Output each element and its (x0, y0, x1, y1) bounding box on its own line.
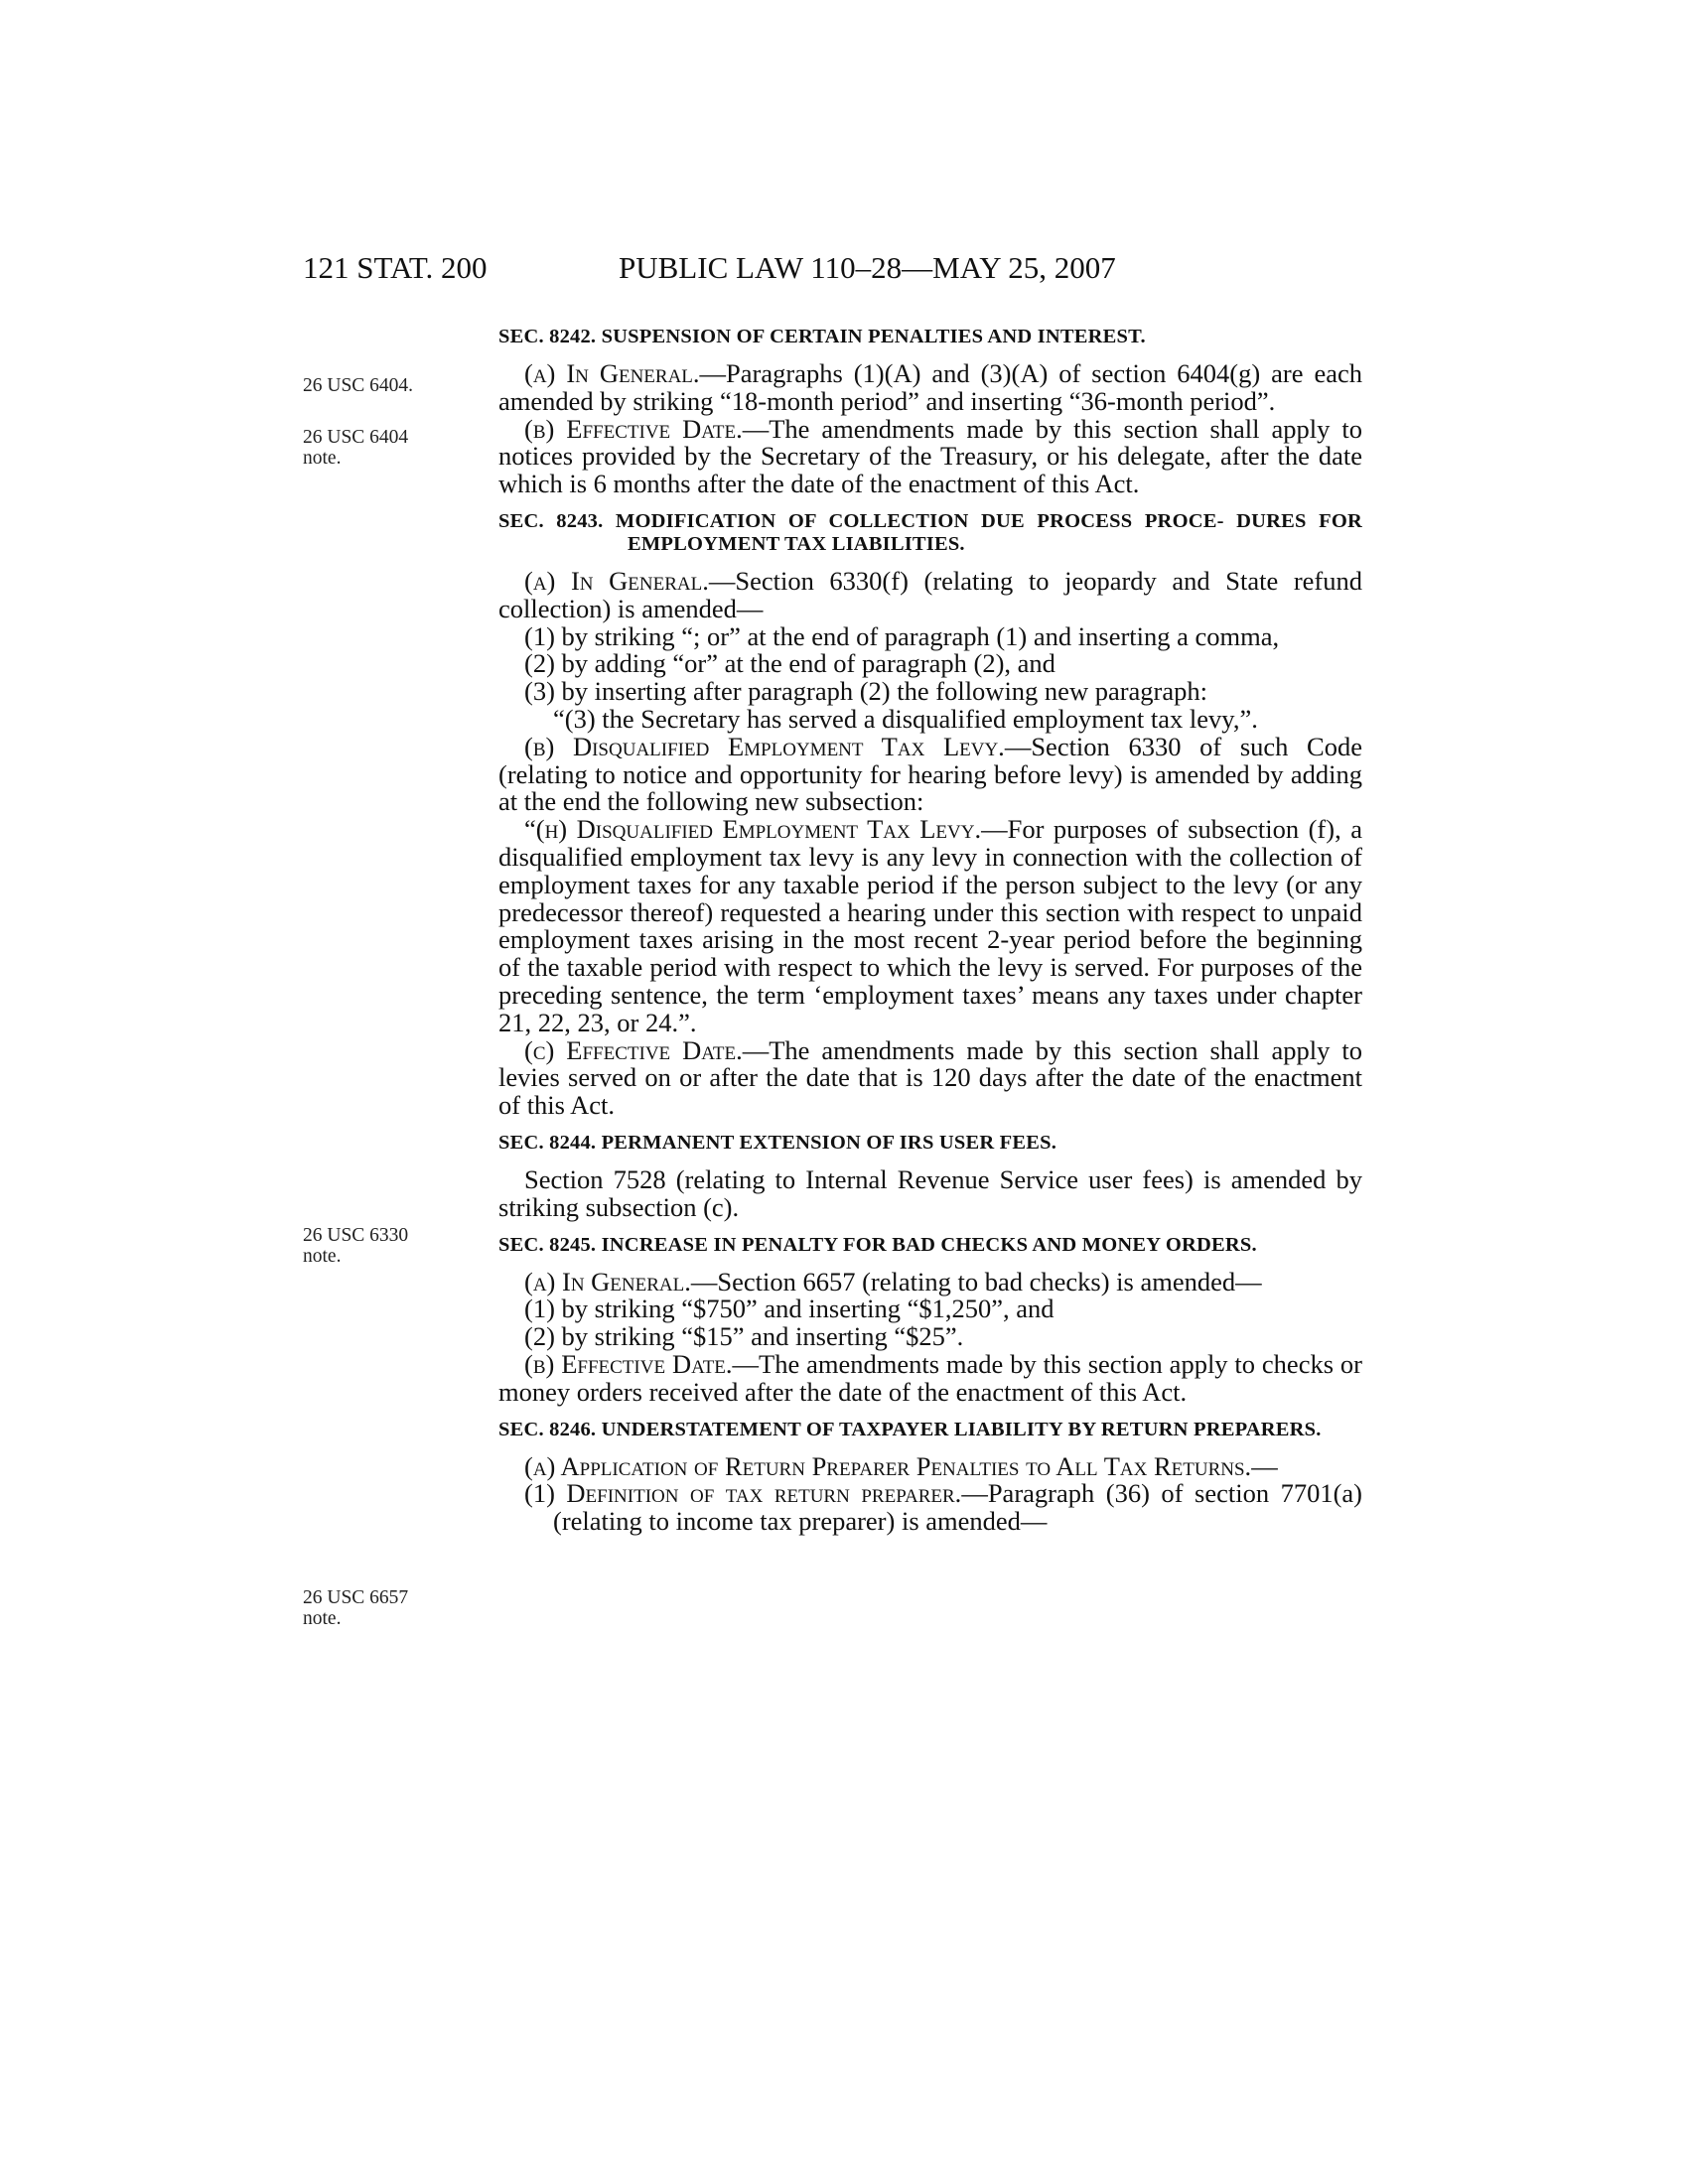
paragraph-label: (a) In General. (524, 565, 709, 596)
clause-8243-a2: (2) by adding “or” at the end of paragraph (2), and (524, 648, 1055, 679)
paragraph-8243-b (498, 731, 1362, 817)
paragraph-label: (b) Effective Date. (524, 413, 743, 444)
margin-note (303, 1587, 472, 1629)
margin-note-line: 26 USC 6404. (303, 375, 414, 396)
paragraph-label: (1) Definition of tax return preparer. (524, 1478, 962, 1509)
paragraph-text: —Paragraphs (1)(A) and (3)(A) of section 6404(g) are each amended by striking “18-month period” and inserting “36-month period”. (498, 358, 1362, 416)
margin-note (303, 1225, 472, 1267)
paragraph-text: — (1251, 1450, 1278, 1481)
paragraph-text: —The amendments made by this section shall apply to levies served on or after the date that is 120 days after the date of the enactment of this Act. (498, 1034, 1362, 1121)
margin-note-line: 26 USC 6657 (303, 1587, 409, 1608)
heading-line: ORDERS. (1165, 1233, 1257, 1256)
paragraph-8243-a (498, 565, 1362, 623)
section-heading-8245 (498, 1234, 1362, 1257)
clause-8243-a1: (1) by striking “; or” at the end of paragraph (1) and inserting a comma, (524, 620, 1280, 651)
margin-note (303, 375, 472, 396)
section-heading-8244: SEC. 8244. PERMANENT EXTENSION OF IRS USER FEES. (498, 1131, 1057, 1154)
margin-note-line: 26 USC 6404 (303, 427, 409, 448)
section-heading-8242: SEC. 8242. SUSPENSION OF CERTAIN PENALTIES AND INTEREST. (498, 326, 1146, 347)
paragraph-8242-a (498, 360, 1362, 416)
paragraph-text: —Section 6657 (relating to bad checks) is amended— (690, 1266, 1262, 1297)
section-heading-8243 (498, 510, 1362, 556)
paragraph-label: (a) Application of Return Preparer Penalties to All Tax Returns. (524, 1450, 1252, 1481)
paragraph-label: (b) Disqualified Employment Tax Levy. (524, 731, 1005, 761)
public-law-title: PUBLIC LAW 110–28—MAY 25, 2007 (619, 250, 1116, 285)
heading-line: SEC. 8246. UNDERSTATEMENT OF TAXPAYER LIABILITY BY RETURN (498, 1418, 1189, 1440)
clause-8245-a1: (1) by striking “$750” and inserting “$1,250”, and (524, 1294, 1055, 1324)
document-body (498, 316, 1362, 1536)
clause-8245-a2: (2) by striking “$15” and inserting “$25”. (524, 1321, 964, 1352)
quoted-subsection-h (498, 816, 1362, 1036)
paragraph-text: —The amendments made by this section shall apply to notices provided by the Secretary of the Treasury, or his delegate, after the date which is 6 months after the date of the enactment of this Act. (498, 413, 1362, 499)
paragraph-8246-a (498, 1450, 1362, 1481)
paragraph-label: (a) In General. (524, 1266, 691, 1297)
quoted-paragraph-8243-a3: “(3) the Secretary has served a disqualified employment tax levy,”. (553, 703, 1258, 734)
paragraph-text: —Section 6330 of such Code (relating to notice and opportunity for hearing before levy) is amended by adding at the end the following new subsection: (498, 731, 1362, 817)
paragraph-label: (c) Effective Date. (524, 1034, 743, 1065)
section-heading-8246 (498, 1419, 1362, 1441)
heading-line: DURES FOR EMPLOYMENT TAX LIABILITIES. (628, 509, 1363, 555)
statute-page-number: 121 STAT. 200 (303, 250, 488, 285)
paragraph-8245-b (498, 1348, 1362, 1407)
paragraph-label: “(h) Disqualified Employment Tax Levy. (524, 814, 982, 845)
paragraph-8244: Section 7528 (relating to Internal Revenue Service user fees) is amended by striking subsection (c). (498, 1163, 1362, 1222)
heading-line: SEC. 8245. INCREASE IN PENALTY FOR BAD CHECKS AND MONEY (498, 1233, 1161, 1256)
heading-line: PREPARERS. (1194, 1418, 1322, 1440)
margin-note-line: note. (303, 1246, 342, 1267)
paragraph-8242-b (498, 413, 1362, 499)
clause-8246-a1 (498, 1480, 1362, 1536)
paragraph-text: —Paragraph (36) of section 7701(a) (relating to income tax preparer) is amended— (553, 1478, 1362, 1537)
paragraph-label: (a) In General. (524, 358, 700, 388)
paragraph-label: (b) Effective Date. (524, 1348, 733, 1379)
paragraph-text: —Section 6330(f) (relating to jeopardy and State refund collection) is amended— (498, 565, 1362, 623)
paragraph-text: —The amendments made by this section apply to checks or money orders received after the date of the enactment of this Act. (498, 1348, 1362, 1407)
margin-note (303, 427, 472, 469)
paragraph-8243-c (498, 1034, 1362, 1121)
clause-8243-a3: (3) by inserting after paragraph (2) the following new paragraph: (524, 676, 1208, 707)
margin-note-line: note. (303, 448, 342, 469)
margin-note-line: 26 USC 6330 (303, 1225, 409, 1246)
running-header (0, 248, 1688, 288)
heading-line: SEC. 8243. MODIFICATION OF COLLECTION DUE PROCESS PROCE- (498, 509, 1224, 532)
margin-note-line: note. (303, 1608, 342, 1629)
paragraph-8245-a (498, 1266, 1362, 1297)
paragraph-text: —For purposes of subsection (f), a disqualified employment tax levy is any levy in connection with the collection of employment taxes for any taxable period if the person subject to the levy (or any predecessor thereof) requested a hearing under this section with respect to unpaid employment taxes arising in the most recent 2-year period before the beginning of the taxable period with respect to which the levy is served. For purposes of the preceding sentence, the term ‘employment taxes’ means any taxes under chapter 21, 22, 23, or 24.”. (498, 814, 1362, 1037)
